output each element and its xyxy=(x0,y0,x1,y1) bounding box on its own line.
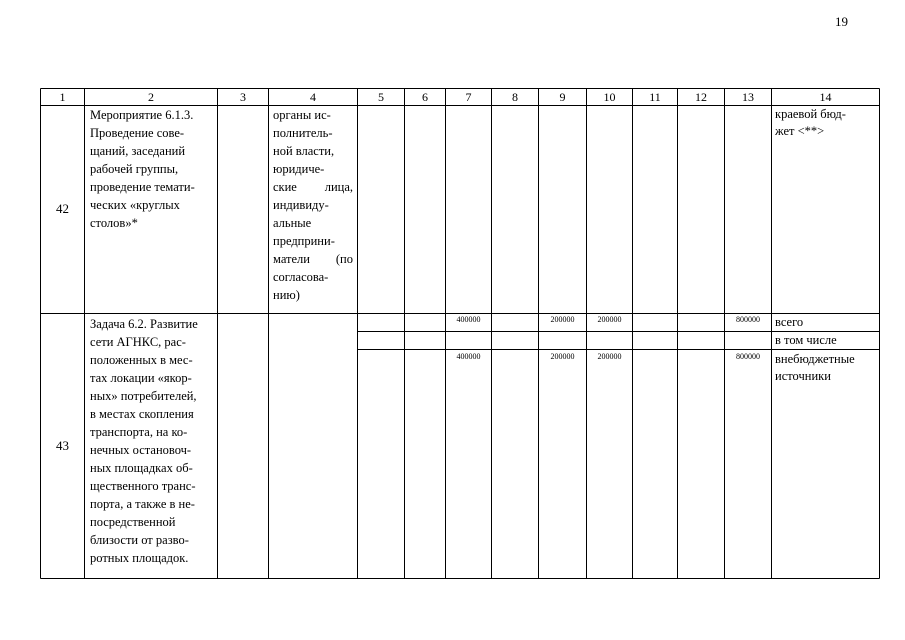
task-line: порта, а также в не- xyxy=(90,497,195,511)
executor-word: ские xyxy=(273,180,297,194)
value-col9-extrabudget: 200000 xyxy=(550,352,575,361)
funding-line: жет <**> xyxy=(775,124,825,138)
event-line: Мероприятие 6.1.3. xyxy=(90,108,194,122)
col-header-7: 7 xyxy=(465,90,472,104)
value-col7-extrabudget: 400000 xyxy=(456,352,481,361)
col-header-4: 4 xyxy=(310,90,316,104)
value-col10-extrabudget: 200000 xyxy=(597,352,622,361)
value-col9-total: 200000 xyxy=(550,315,575,324)
event-description xyxy=(90,106,208,232)
col-header-10: 10 xyxy=(603,90,616,104)
col-header-3: 3 xyxy=(240,90,246,104)
task-line: посредственной xyxy=(90,515,176,529)
col-header-12: 12 xyxy=(695,90,707,104)
funding-source-extrabudget xyxy=(775,351,878,385)
task-line: Задача 6.2. Развитие xyxy=(90,317,198,331)
task-line: транспорта, на ко- xyxy=(90,425,188,439)
executor-word: (по xyxy=(335,252,353,266)
executor-list xyxy=(273,106,353,304)
col-header-13: 13 xyxy=(742,90,754,104)
executor-line: индивиду- xyxy=(273,198,329,212)
task-line: ных» потребителей, xyxy=(90,389,197,403)
executor-line xyxy=(273,178,353,196)
funding-source-including: в том числе xyxy=(775,333,837,347)
task-line: близости от разво- xyxy=(90,533,189,547)
event-line: проведение темати- xyxy=(90,180,195,194)
page-number: 19 xyxy=(835,14,848,29)
executor-line: альные xyxy=(273,216,312,230)
executor-line: полнитель- xyxy=(273,126,333,140)
col-header-9: 9 xyxy=(559,90,566,104)
executor-line: ной власти, xyxy=(273,144,335,158)
executor-line xyxy=(273,250,353,268)
task-line: щественного транс- xyxy=(90,479,196,493)
row-number: 42 xyxy=(56,201,69,216)
funding-source xyxy=(775,106,878,140)
col-header-8: 8 xyxy=(512,90,518,104)
col-header-11: 11 xyxy=(649,90,661,104)
executor-line: согласова- xyxy=(273,270,329,284)
executor-word: матели xyxy=(273,252,310,266)
col-header-1: 1 xyxy=(59,90,66,104)
event-line: Проведение сове- xyxy=(90,126,185,140)
event-line: ческих «круглых xyxy=(90,198,180,212)
task-line: ных площадках об- xyxy=(90,461,193,475)
col-header-14: 14 xyxy=(819,90,832,104)
value-col13-extrabudget: 800000 xyxy=(736,352,760,361)
funding-line: краевой бюд- xyxy=(775,107,846,121)
task-line: ротных площадок. xyxy=(90,551,189,565)
col-header-6: 6 xyxy=(422,90,428,104)
task-line: положенных в мес- xyxy=(90,353,193,367)
event-line: щаний, заседаний xyxy=(90,144,186,158)
task-line: тах локации «якор- xyxy=(90,371,192,385)
event-line: рабочей группы, xyxy=(90,162,179,176)
executor-line: предприни- xyxy=(273,234,335,248)
task-line: в местах скопления xyxy=(90,407,194,421)
event-line: столов»* xyxy=(90,216,138,230)
value-col7-total: 400000 xyxy=(456,315,481,324)
task-line: сети АГНКС, рас- xyxy=(90,335,186,349)
funding-source-total: всего xyxy=(775,315,804,329)
row-number: 43 xyxy=(56,438,69,453)
value-col10-total: 200000 xyxy=(597,315,622,324)
executor-line: органы ис- xyxy=(273,108,331,122)
executor-line: нию) xyxy=(273,288,300,302)
col-header-5: 5 xyxy=(378,90,384,104)
task-line: нечных остановоч- xyxy=(90,443,192,457)
col-header-2: 2 xyxy=(148,90,154,104)
funding-line: внебюджетные xyxy=(775,352,855,366)
value-col13-total: 800000 xyxy=(736,315,760,324)
funding-line: источники xyxy=(775,369,831,383)
task-description xyxy=(90,315,211,567)
executor-word: лица, xyxy=(324,180,353,194)
executor-line: юридиче- xyxy=(273,162,325,176)
